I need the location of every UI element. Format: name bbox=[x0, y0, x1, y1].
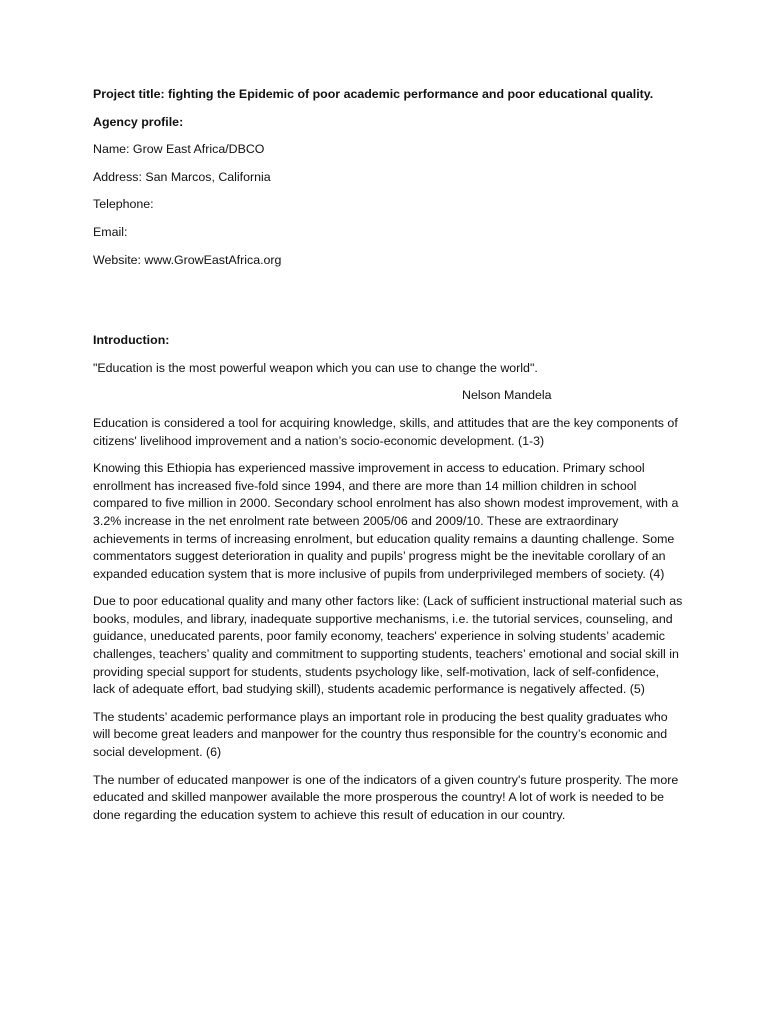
quote-author: Nelson Mandela bbox=[462, 388, 552, 403]
agency-name: Name: Grow East Africa/DBCO bbox=[93, 142, 265, 157]
agency-telephone: Telephone: bbox=[93, 197, 154, 212]
agency-website: Website: www.GrowEastAfrica.org bbox=[93, 252, 282, 267]
mandela-quote: "Education is the most powerful weapon which you can use to change the world". bbox=[93, 360, 538, 375]
intro-paragraph-4: The students’ academic performance plays an important role in producing the best quality graduates who will become great leaders and manpower for the country thus responsible for the country’s economic and social development. (6) bbox=[93, 709, 668, 760]
introduction-heading: Introduction: bbox=[93, 333, 170, 348]
agency-profile-heading: Agency profile: bbox=[93, 114, 184, 129]
document-page bbox=[93, 86, 683, 824]
intro-paragraph-2: Knowing this Ethiopia has experienced massive improvement in access to education. Primary school enrollment has increased five-fold since 1994, and there are more than 14 million children in school compared to five million in 2000. Secondary school enrolment has also shown modest improvement, with a 3.2% increase in the net enrolment rate between 2005/06 and 2009/10. These are extraordinary achievements in terms of increasing enrolment, but education quality remains a daunting challenge. Some commentators suggest deterioration in quality and pupils’ progress might be the inevitable corollary of an expanded education system that is more inclusive of pupils from underprivileged members of society. (4) bbox=[93, 461, 679, 581]
intro-paragraph-5: The number of educated manpower is one of the indicators of a given country's future prosperity. The more educated and skilled manpower available the more prosperous the country! A lot of work is needed to be done regarding the education system to achieve this result of education in our country. bbox=[93, 772, 679, 822]
agency-address: Address: San Marcos, California bbox=[93, 169, 271, 184]
agency-email: Email: bbox=[93, 224, 128, 239]
intro-paragraph-1: Education is considered a tool for acquiring knowledge, skills, and attitudes that are the key components of citizens' livelihood improvement and a nation’s socio-economic development. (1-3) bbox=[93, 415, 678, 448]
intro-paragraph-3: Due to poor educational quality and many other factors like: (Lack of sufficient instructional material such as books, modules, and library, inadequate supportive mechanisms, i.e. the tutorial services, counseling, and guidance, uneducated parents, poor family economy, teachers' experience in solving students’ academic challenges, teachers’ quality and commitment to supporting students, teachers’ emotional and social skill in providing special support for students, students psychology like, self-motivation, lack of self-confidence, lack of adequate effort, bad studying skill), students academic performance is negatively affected. (5) bbox=[93, 594, 683, 697]
project-title: Project title: fighting the Epidemic of poor academic performance and poor educational quality. bbox=[93, 87, 654, 101]
